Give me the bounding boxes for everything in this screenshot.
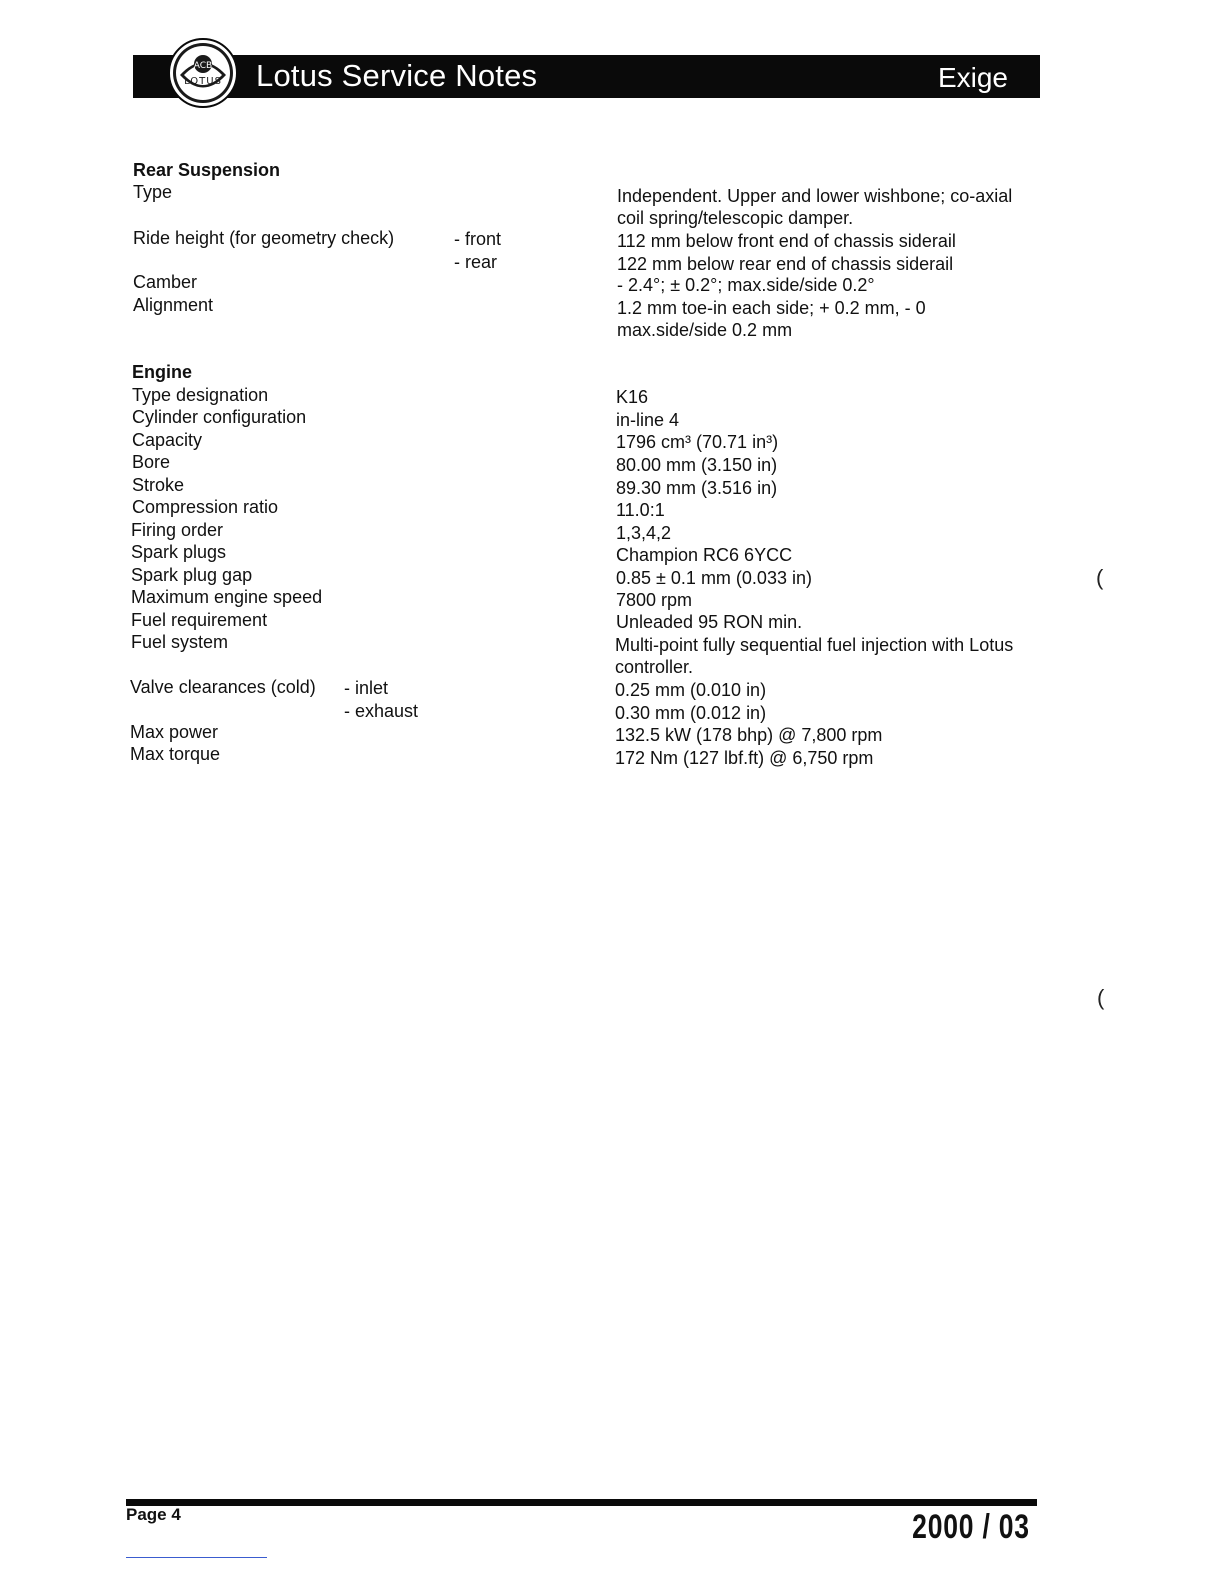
spec-label: Camber: [133, 272, 198, 292]
spec-label: Bore: [132, 452, 171, 472]
spec-value: 122 mm below rear end of chassis siderail: [617, 254, 954, 274]
footer-link-line: [126, 1557, 267, 1558]
lotus-badge-icon: [166, 38, 240, 108]
spec-value: 89.30 mm (3.516 in): [616, 478, 778, 498]
svg-text:ACB: ACB: [193, 61, 213, 71]
header-model: Exige: [937, 62, 1008, 93]
spec-value: controller.: [615, 657, 694, 677]
spec-value: Multi-point fully sequential fuel injection with Lotus: [615, 635, 1014, 655]
spec-value: in-line 4: [616, 410, 680, 430]
spec-sublabel: - inlet: [344, 678, 389, 698]
spec-value: 80.00 mm (3.150 in): [616, 455, 778, 475]
margin-mark: (: [1097, 985, 1105, 1010]
spec-label: Type designation: [132, 385, 269, 405]
spec-value: 1,3,4,2: [616, 523, 672, 543]
spec-value: 172 Nm (127 lbf.ft) @ 6,750 rpm: [615, 748, 874, 768]
spec-value: Independent. Upper and lower wishbone; co-axial: [617, 186, 1013, 206]
spec-value: - 2.4°; ± 0.2°; max.side/side 0.2°: [617, 275, 875, 295]
spec-value: Champion RC6 6YCC: [616, 545, 793, 565]
spec-label: Firing order: [131, 520, 224, 540]
spec-value: 0.85 ± 0.1 mm (0.033 in): [616, 568, 812, 588]
footer-rule: [126, 1499, 1037, 1506]
header-title: Lotus Service Notes: [256, 58, 538, 93]
spec-value: 0.30 mm (0.012 in): [615, 703, 767, 723]
spec-label: Capacity: [132, 430, 203, 450]
spec-sublabel: - exhaust: [344, 701, 419, 721]
spec-label: Max power: [130, 722, 219, 742]
spec-label: Stroke: [132, 475, 185, 495]
spec-value: 1.2 mm toe-in each side; + 0.2 mm, - 0: [617, 298, 926, 318]
spec-value: Unleaded 95 RON min.: [616, 612, 803, 632]
spec-label: Fuel system: [131, 632, 229, 652]
spec-value: 11.0:1: [616, 500, 665, 520]
section-heading-rear-suspension: Rear Suspension: [133, 160, 281, 180]
spec-value: 7800 rpm: [616, 590, 693, 610]
spec-label: Valve clearances (cold): [130, 677, 316, 697]
spec-sublabel: - front: [454, 229, 502, 249]
spec-value: 1796 cm³ (70.71 in³): [616, 432, 779, 452]
spec-value: 0.25 mm (0.010 in): [615, 680, 767, 700]
spec-value: K16: [616, 387, 649, 407]
spec-label: Fuel requirement: [131, 610, 268, 630]
spec-label: Maximum engine speed: [131, 587, 323, 607]
spec-label: Spark plug gap: [131, 565, 253, 585]
issue-date: 2000 / 03: [912, 1508, 1030, 1546]
section-heading-engine: Engine: [132, 362, 193, 382]
spec-label: Ride height (for geometry check): [133, 228, 395, 248]
spec-label: Cylinder configuration: [132, 407, 307, 427]
svg-text:LOTUS: LOTUS: [184, 76, 222, 87]
page-number: Page 4: [126, 1505, 181, 1524]
spec-label: Alignment: [133, 295, 214, 315]
spec-value: 112 mm below front end of chassis siderail: [617, 231, 956, 251]
spec-label: Type: [133, 182, 173, 202]
spec-value: 132.5 kW (178 bhp) @ 7,800 rpm: [615, 725, 883, 745]
spec-value: coil spring/telescopic damper.: [617, 208, 854, 228]
spec-label: Spark plugs: [131, 542, 227, 562]
spec-label: Compression ratio: [132, 497, 279, 517]
margin-mark: (: [1096, 565, 1104, 590]
spec-label: Max torque: [130, 744, 221, 764]
spec-value: max.side/side 0.2 mm: [617, 320, 793, 340]
spec-sublabel: - rear: [454, 252, 498, 272]
